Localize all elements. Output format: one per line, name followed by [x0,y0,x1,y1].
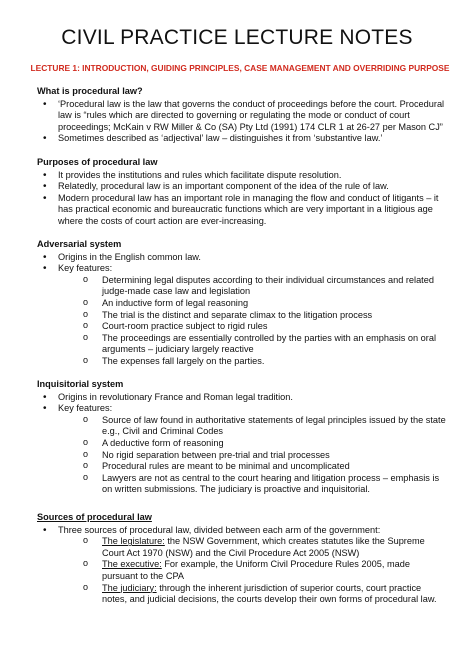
list-item: • It provides the institutions and rules which facilitate dispute resolution. [37,170,447,182]
bullet-list [37,99,447,145]
bullet-list [37,252,447,368]
list-item: • Origins in the English common law. [37,252,447,264]
sub-list-item: o Court-room practice subject to rigid rules [81,321,447,333]
arm-label-executive: The executive: [102,559,162,570]
arm-text: the NSW Government, which creates statutes like the Supreme Court Act 1970 (NSW) and the Civil Procedure Act 2005 (NSW) [102,536,425,558]
sub-list [58,415,447,496]
sub-list-item [81,559,447,582]
section-heading: Adversarial system [37,239,122,249]
sub-list-item: o An inductive form of legal reasoning [81,298,447,310]
bullet-list [37,525,447,606]
list-item: • ‘Procedural law is the law that governs the conduct of proceedings before the court. Procedural law is “rules which are directed to governing or regulating the mode or conduct of court proceedings; McKain v RW Miller & Co (SA) Pty Ltd (1991) 174 CLR 1 at 26-27 per Mason CJ” [37,99,447,134]
section-heading: Sources of procedural law [37,512,152,522]
bullet-list [37,170,447,228]
section-heading: What is procedural law? [37,86,143,96]
sub-list-item: o A deductive form of reasoning [81,438,447,450]
sub-list-item: o Procedural rules are meant to be minimal and uncomplicated [81,461,447,473]
list-item: • Relatedly, procedural law is an important component of the idea of the rule of law. [37,181,447,193]
document-title: CIVIL PRACTICE LECTURE NOTES [61,26,413,49]
arm-text: through the inherent jurisdiction of superior courts, court practice notes, and judicial decisions, the courts develop their own forms of procedural law. [102,582,437,605]
list-item [37,403,447,496]
sub-list-item [81,536,447,559]
sub-list-item: o Source of law found in authoritative statements of legal principles issued by the state e.g., Civil and Criminal Codes [81,415,447,438]
sub-list-item [81,583,447,606]
bullet-list [37,392,447,496]
list-item: • Sometimes described as ‘adjectival’ law – distinguishes it from ‘substantive law.’ [37,133,447,145]
sub-list-item: o The trial is the distinct and separate climax to the litigation process [81,310,447,322]
list-item [37,525,447,606]
section-purposes [37,157,447,228]
sub-list [58,536,447,606]
arm-label-judiciary: The judiciary: [102,582,157,593]
list-item-label: Key features: [58,403,113,414]
arm-text: For example, the Uniform Civil Procedure Rules 2005, made pursuant to the CPA [102,559,410,581]
lecture-heading: LECTURE 1: INTRODUCTION, GUIDING PRINCIPLES, CASE MANAGEMENT AND OVERRIDING PURPOSE [30,63,450,73]
section-heading: Inquisitorial system [37,379,124,389]
list-item-label: Three sources of procedural law, divided between each arm of the government: [58,524,381,535]
sub-list [58,275,447,368]
sub-list-item: o Lawyers are not as central to the court hearing and litigation process – emphasis is on written submissions. The judiciary is proactive and inquisitorial. [81,473,447,496]
list-item-label: Key features: [58,263,113,274]
sub-list-item: o The proceedings are essentially controlled by the parties with an emphasis on oral arguments – judiciary largely reactive [81,333,447,356]
section-what-is-procedural-law [37,86,447,145]
list-item [37,263,447,367]
section-heading: Purposes of procedural law [37,157,158,167]
section-adversarial-system [37,239,447,368]
section-sources-of-procedural-law [37,512,447,606]
sub-list-item: o Determining legal disputes according to their individual circumstances and related judge-made case law and legislation [81,275,447,298]
sub-list-item: o No rigid separation between pre-trial and trial processes [81,450,447,462]
list-item: • Origins in revolutionary France and Roman legal tradition. [37,392,447,404]
sub-list-item: o The expenses fall largely on the parties. [81,356,447,368]
section-inquisitorial-system [37,379,447,496]
list-item: • Modern procedural law has an important role in managing the flow and conduct of litigants – it has practical economic and bureaucratic functions which are very important in a litigious age where the costs of court action are ever-increasing. [37,193,447,228]
arm-label-legislature: The legislature: [102,536,165,547]
